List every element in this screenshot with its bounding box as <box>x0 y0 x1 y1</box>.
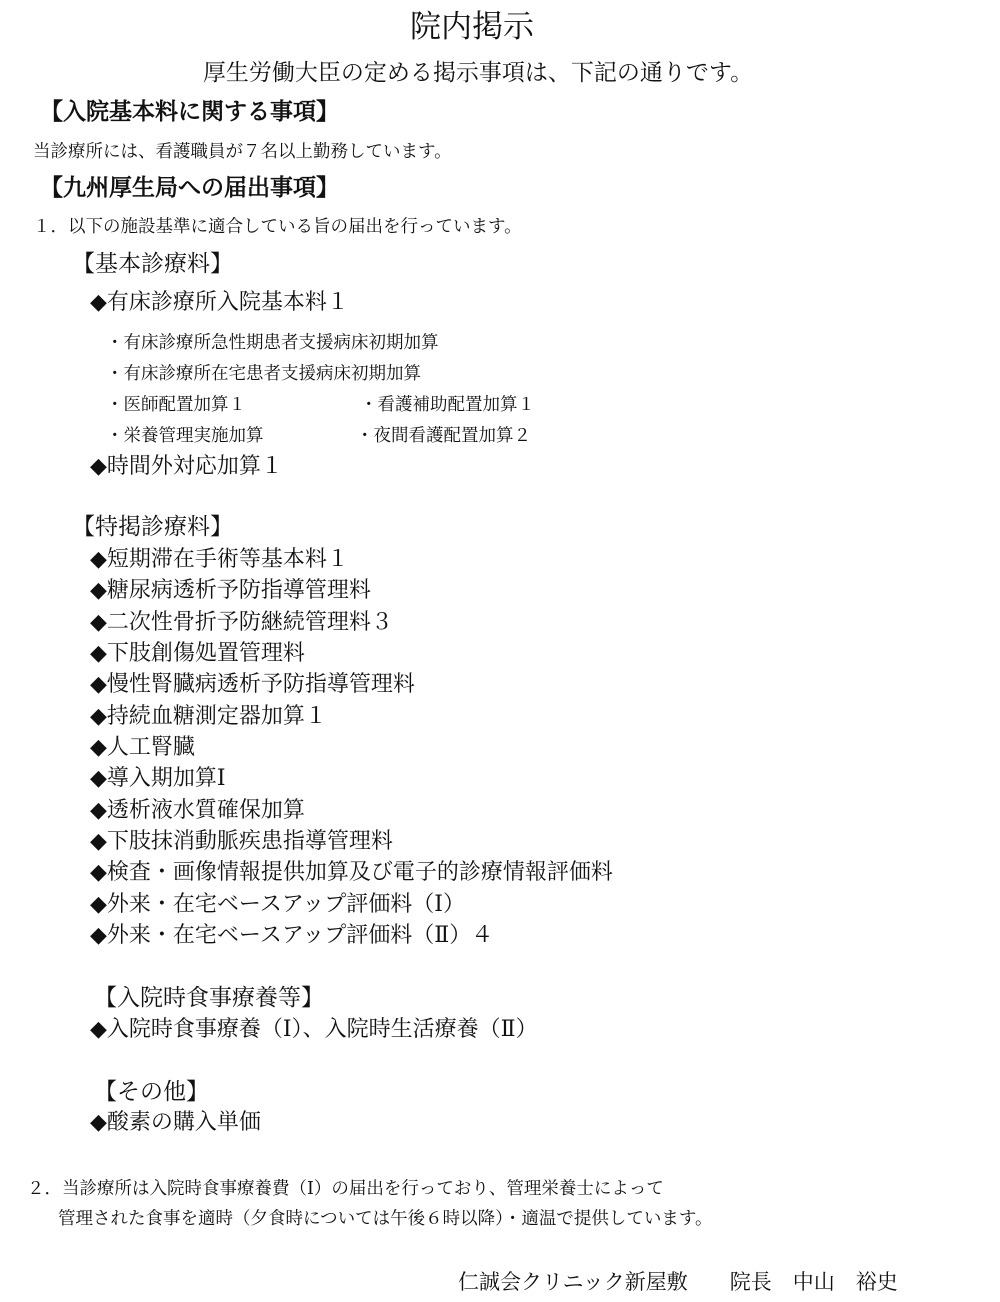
basic-sub-item: ・栄養管理実施加算 <box>106 426 264 446</box>
page-subtitle: 厚生労働大臣の定める掲示事項は、下記の通りです。 <box>202 60 754 86</box>
nursing-staff-text: 当診療所には、看護職員が７名以上勤務しています。 <box>33 142 452 162</box>
special-item: ◆下肢創傷処置管理料 <box>90 641 305 666</box>
basic-sub-item: ・夜間看護配置加算２ <box>356 426 531 446</box>
special-item: ◆外来・在宅ベースアップ評価料（Ⅰ） <box>90 892 465 917</box>
special-fee-label: 【特掲診療料】 <box>72 514 233 540</box>
other-item: ◆酸素の購入単価 <box>90 1110 261 1135</box>
special-item: ◆二次性骨折予防継続管理料３ <box>90 610 393 635</box>
basic-fee-label: 【基本診療料】 <box>72 251 233 277</box>
basic-sub-item: ・有床診療所急性期患者支援病床初期加算 <box>106 333 439 353</box>
basic-sub-item: ・医師配置加算１ <box>106 395 246 415</box>
signature: 仁誠会クリニック新屋敷 院長 中山 裕史 <box>458 1270 898 1294</box>
intro-line: １．以下の施設基準に適合している旨の届出を行っています。 <box>33 217 522 237</box>
meal-item: ◆入院時食事療養（Ⅰ）、入院時生活療養（Ⅱ） <box>90 1017 538 1042</box>
special-item: ◆慢性腎臓病透析予防指導管理料 <box>90 672 415 697</box>
special-item: ◆持続血糖測定器加算１ <box>90 704 327 729</box>
section-heading-kyushu: 【九州厚生局への届出事項】 <box>40 174 339 201</box>
special-item: ◆検査・画像情報提供加算及び電子的診療情報評価料 <box>90 860 613 885</box>
page-title: 院内掲示 <box>410 9 534 45</box>
special-item: ◆導入期加算Ⅰ <box>90 766 226 791</box>
special-item: ◆人工腎臓 <box>90 735 195 760</box>
basic-item: ◆時間外対応加算１ <box>90 454 283 479</box>
other-label: 【その他】 <box>94 1079 209 1105</box>
special-item: ◆透析液水質確保加算 <box>90 798 305 823</box>
special-item: ◆下肢抹消動脈疾患指導管理料 <box>90 829 393 854</box>
basic-sub-item: ・看護補助配置加算１ <box>360 395 535 415</box>
basic-item: ◆有床診療所入院基本料１ <box>90 290 349 315</box>
meal-label: 【入院時食事療養等】 <box>94 985 324 1011</box>
section-heading-inpatient: 【入院基本料に関する事項】 <box>40 98 339 125</box>
special-item: ◆外来・在宅ベースアップ評価料（Ⅱ）４ <box>90 923 494 948</box>
meal-note-line1: ２．当診療所は入院時食事療養費（Ⅰ）の届出を行っており、管理栄養士によって <box>27 1179 664 1199</box>
meal-note-line2: 管理された食事を適時（夕食時については午後６時以降）・適温で提供しています。 <box>58 1209 713 1229</box>
special-item: ◆短期滞在手術等基本料１ <box>90 547 349 572</box>
special-item: ◆糖尿病透析予防指導管理料 <box>90 578 371 603</box>
basic-sub-item: ・有床診療所在宅患者支援病床初期加算 <box>106 364 421 384</box>
